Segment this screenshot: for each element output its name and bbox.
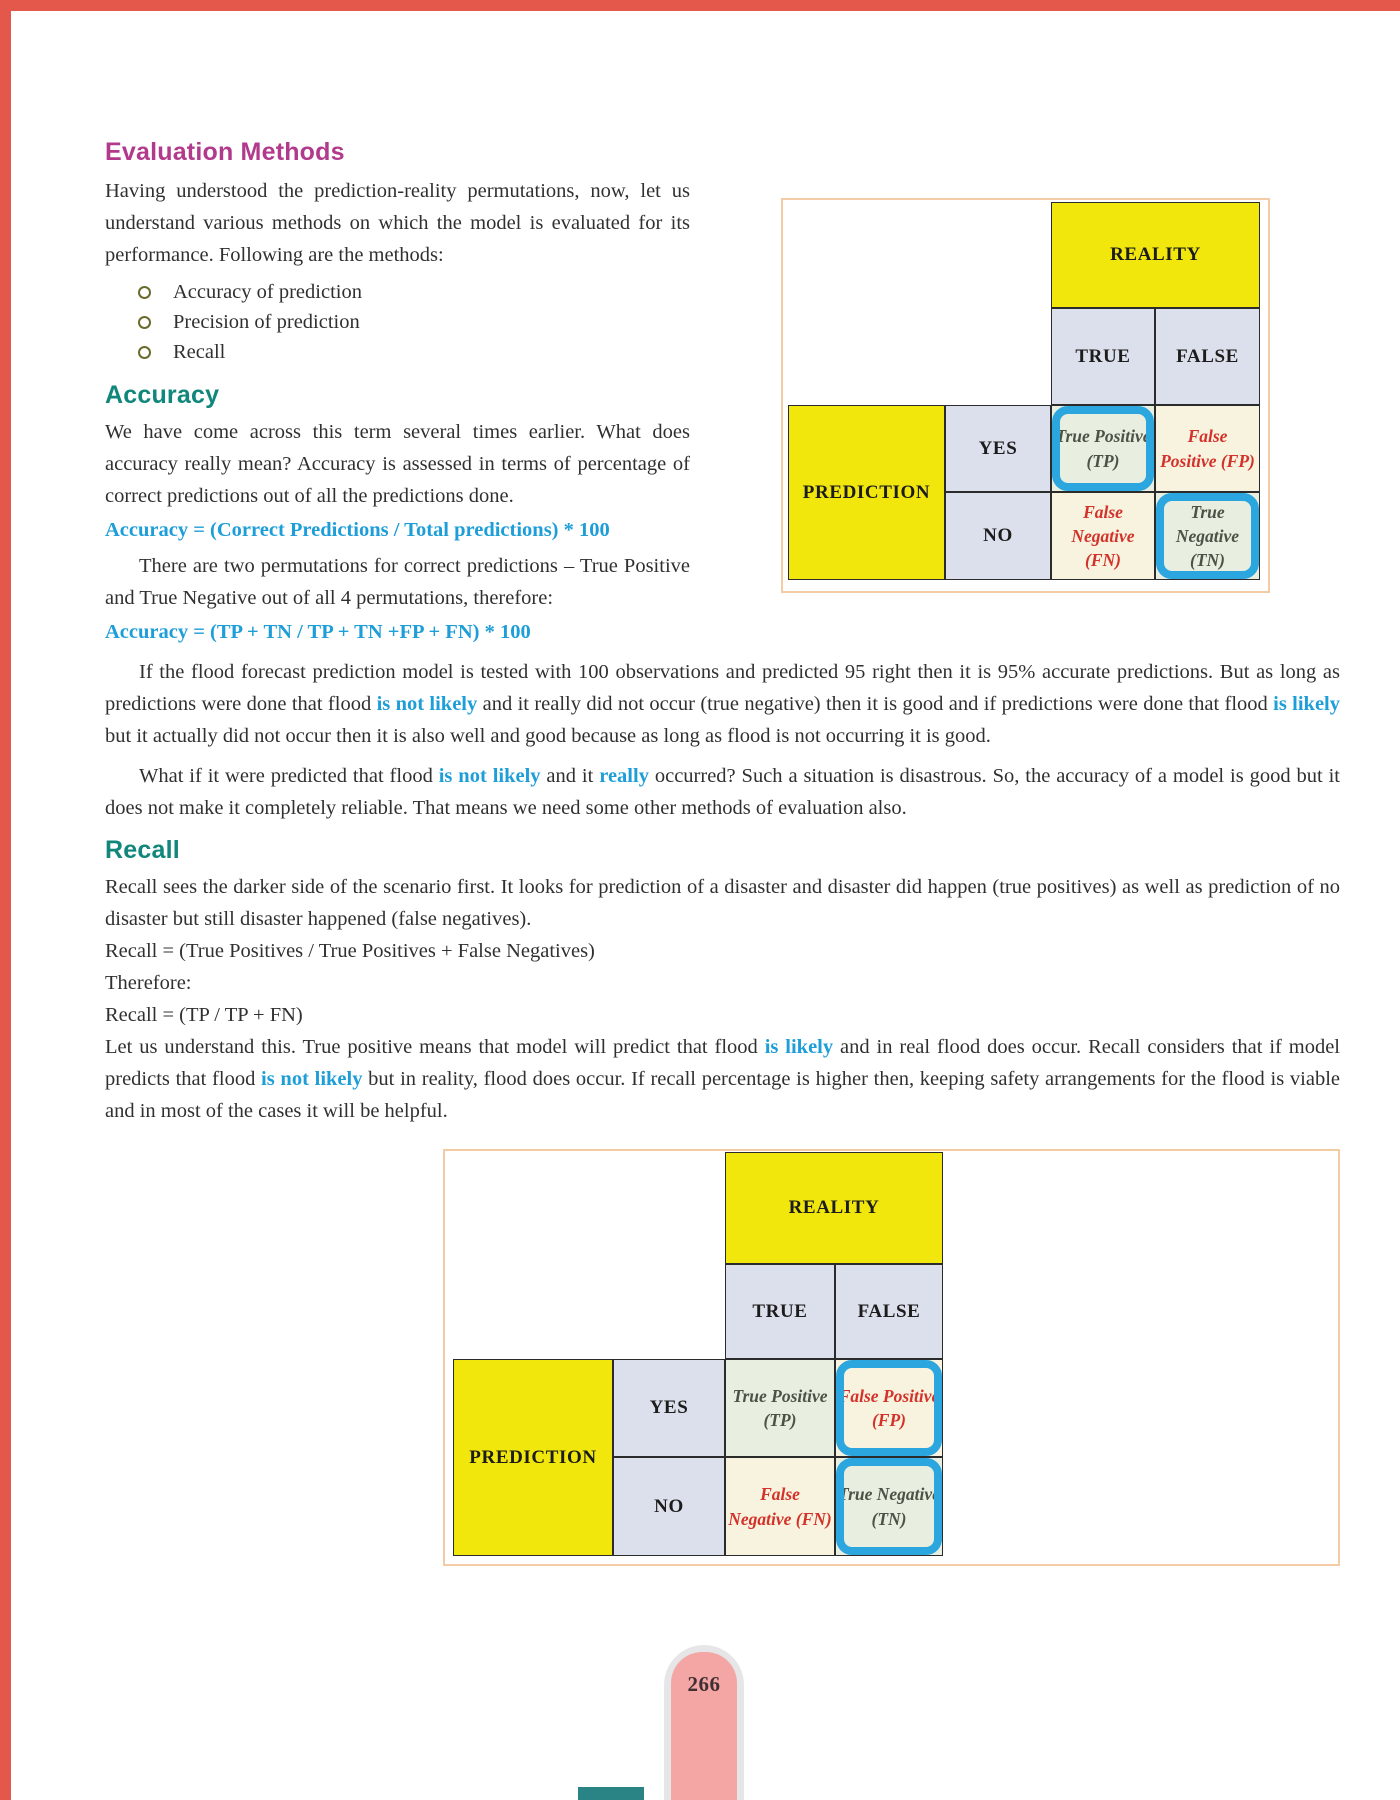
formula-accuracy-words: Accuracy = (Correct Predictions / Total predictions) * 100 bbox=[105, 519, 610, 541]
paragraph-accuracy-definition: We have come across this term several times earlier. What does accuracy really mean? Accuracy is assessed in terms of percentage of correct predictions out of all the predictions done. bbox=[105, 421, 690, 507]
matrix-cell-true-positive: True Positive (TP) bbox=[725, 1359, 835, 1457]
bookmark-teal-bar bbox=[578, 1787, 644, 1800]
matrix-cell-no-header: NO bbox=[945, 492, 1051, 580]
matrix-cell-true-negative: True Negative (TN) bbox=[1155, 492, 1260, 580]
matrix-cell-false-positive: False Positive (FP) bbox=[835, 1359, 943, 1457]
confusion-matrix-figure-2 bbox=[443, 1149, 1340, 1566]
matrix-cell-false-negative: False Negative (FN) bbox=[725, 1457, 835, 1556]
formula-accuracy-symbols: Accuracy = (TP + TN / TP + TN +FP + FN) * 100 bbox=[105, 621, 531, 643]
section-heading-accuracy: Accuracy bbox=[105, 381, 220, 409]
matrix-cell-prediction: PREDICTION bbox=[788, 405, 945, 580]
evaluation-methods-bullet-list bbox=[105, 277, 690, 367]
matrix-cell-false-header: FALSE bbox=[1155, 308, 1260, 405]
bullet-circle-icon bbox=[138, 316, 151, 329]
page-number: 266 bbox=[687, 1672, 721, 1696]
matrix-cell-true-header: TRUE bbox=[725, 1264, 835, 1359]
matrix-cell-true-header: TRUE bbox=[1051, 308, 1155, 405]
matrix-cell-prediction: PREDICTION bbox=[453, 1359, 613, 1556]
paragraph-accuracy-permutations: There are two permutations for correct predictions – True Positive and True Negative out of all 4 permutations, therefore: bbox=[105, 555, 690, 609]
matrix-cell-yes-header: YES bbox=[945, 405, 1051, 492]
bullet-circle-icon bbox=[138, 286, 151, 299]
bullet-item-recall: Recall bbox=[105, 337, 690, 367]
confusion-matrix-grid-1 bbox=[788, 202, 1260, 580]
paragraph-accuracy-example: If the flood forecast prediction model is tested with 100 observations and predicted 95 right then it is 95% accurate predictions. But as long as predictions were done that flood is not likely and it really did not occur (true negative) then it is good and if predictions were done that flood is likely but it actually did not occur then it is also well and good because as long as flood is not occurring it is good. bbox=[105, 661, 1341, 747]
matrix-cell-reality: REALITY bbox=[1051, 202, 1260, 308]
formula-recall-words: Recall = (True Positives / True Positives + False Negatives) bbox=[105, 940, 595, 962]
section-heading-evaluation-methods: Evaluation Methods bbox=[105, 138, 345, 166]
page-number-tab bbox=[664, 1645, 744, 1800]
page-number-tab-inner bbox=[671, 1652, 737, 1800]
confusion-matrix-grid-2 bbox=[453, 1152, 1333, 1556]
paragraph-evaluation-intro: Having understood the prediction-reality permutations, now, let us understand various methods on which the model is evaluated for its performance. Following are the methods: bbox=[105, 180, 690, 266]
section-heading-recall: Recall bbox=[105, 836, 180, 864]
confusion-matrix-figure-1 bbox=[781, 198, 1270, 593]
top-section-row bbox=[105, 138, 1340, 648]
matrix-cell-false-positive: False Positive (FP) bbox=[1155, 405, 1260, 492]
matrix-cell-false-header: FALSE bbox=[835, 1264, 943, 1359]
matrix-cell-no-header: NO bbox=[613, 1457, 725, 1556]
paragraph-recall-definition: Recall sees the darker side of the scenario first. It looks for prediction of a disaster and disaster did happen (true positives) as well as prediction of no disaster but still disaster happened (false negatives). bbox=[105, 876, 1340, 930]
matrix-blank-corner bbox=[453, 1152, 725, 1359]
left-text-column bbox=[105, 138, 690, 648]
matrix-blank-corner bbox=[788, 202, 1051, 405]
matrix-cell-true-negative: True Negative (TN) bbox=[835, 1457, 943, 1556]
text-therefore: Therefore: bbox=[105, 972, 192, 994]
formula-recall-symbols: Recall = (TP / TP + FN) bbox=[105, 1004, 303, 1026]
matrix-cell-reality: REALITY bbox=[725, 1152, 943, 1264]
paragraph-accuracy-limitation: What if it were predicted that flood is not likely and it really occurred? Such a situation is disastrous. So, the accuracy of a model is good but it does not make it completely reliable. That means we need some other methods of evaluation also. bbox=[105, 765, 1340, 819]
bullet-item-accuracy: Accuracy of prediction bbox=[105, 277, 690, 307]
matrix-cell-false-negative: False Negative (FN) bbox=[1051, 492, 1155, 580]
matrix-cell-yes-header: YES bbox=[613, 1359, 725, 1457]
bullet-circle-icon bbox=[138, 346, 151, 359]
paragraph-recall-explanation: Let us understand this. True positive means that model will predict that flood is likely and in real flood does occur. Recall considers that if model predicts that flood is not likely but in reality, flood does occur. If recall percentage is higher then, keeping safety arrangements for the flood is viable and in most of the cases it will be helpful. bbox=[105, 1036, 1341, 1122]
bullet-item-precision: Precision of prediction bbox=[105, 307, 690, 337]
matrix-cell-true-positive: True Positive (TP) bbox=[1051, 405, 1155, 492]
